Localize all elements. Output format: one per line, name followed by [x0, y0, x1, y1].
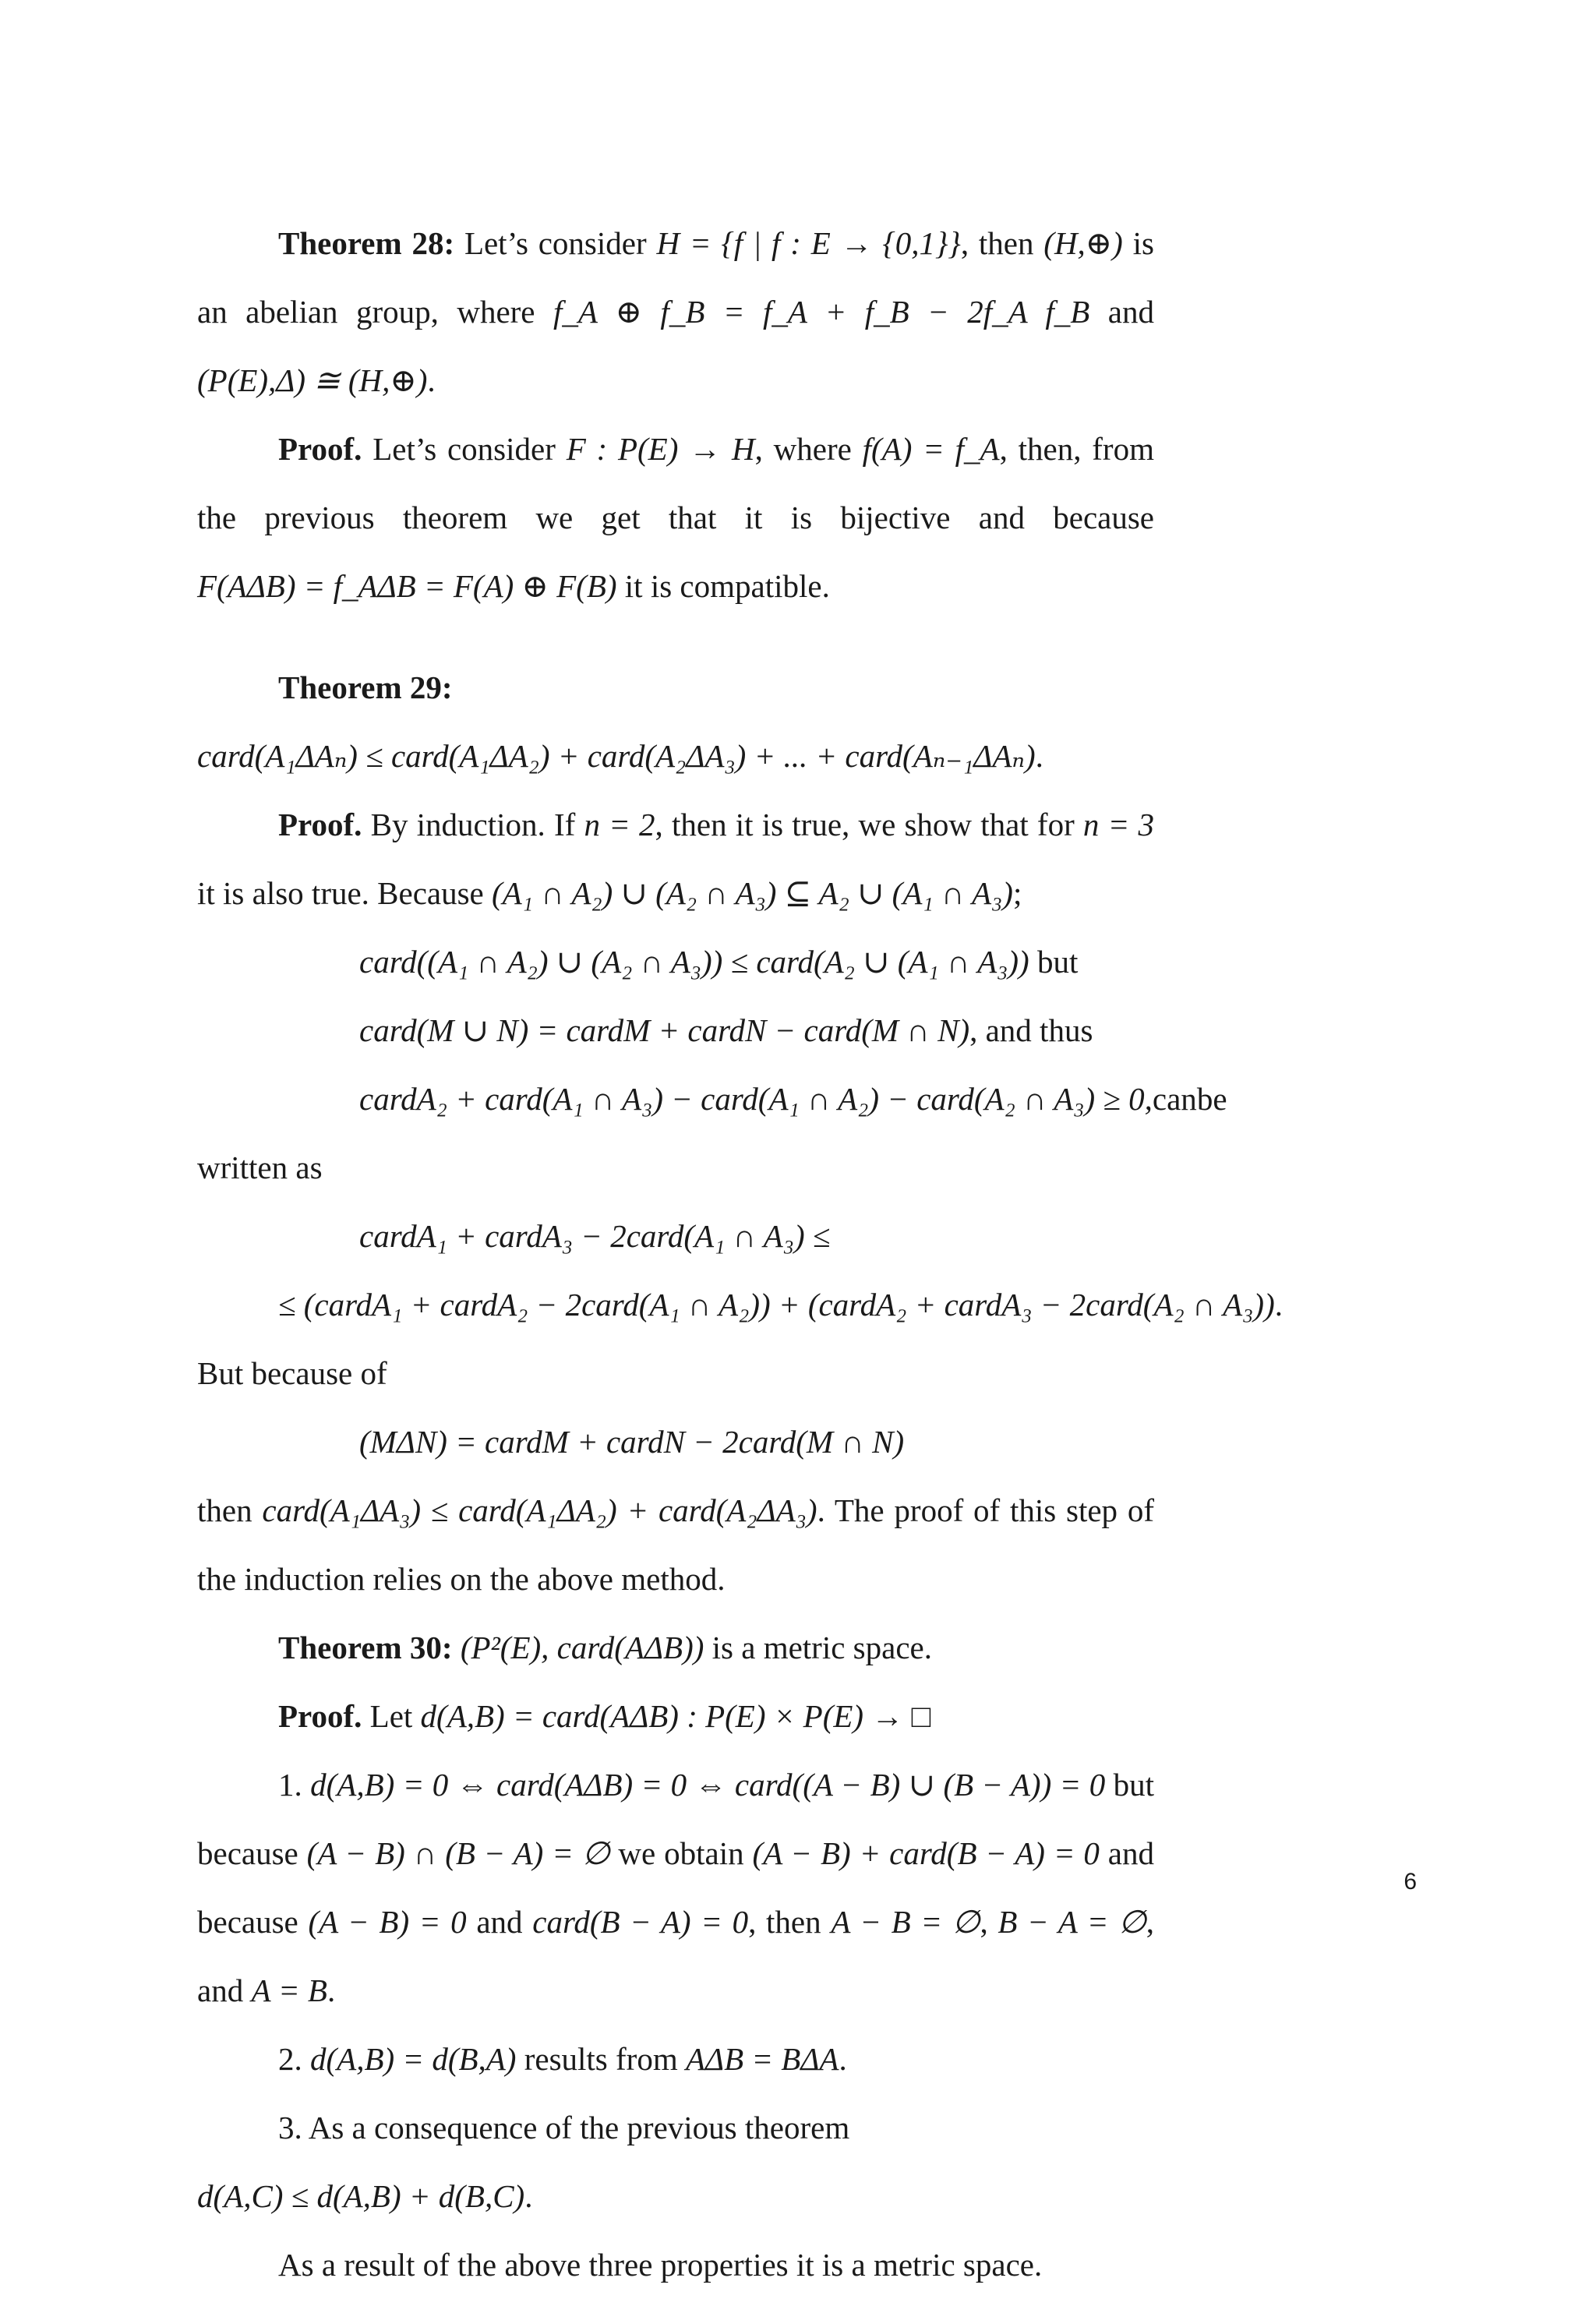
- equation-line: [197, 927, 1154, 996]
- math: (P(E),Δ) ≅ (H,⊕): [197, 362, 428, 398]
- text: , then: [960, 225, 1044, 261]
- math: A = B: [251, 1972, 327, 2008]
- proof-label: Proof.: [278, 431, 362, 467]
- text: but because: [197, 1767, 1154, 1871]
- theorem-28: [197, 209, 1154, 415]
- text: .: [427, 362, 436, 398]
- text: but: [1029, 944, 1079, 980]
- text: it is compatible.: [616, 568, 830, 604]
- math: d(A,B) = d(B,A): [310, 2041, 517, 2077]
- proof-30-step-3: [197, 2093, 1154, 2230]
- equation-line: [197, 1407, 1154, 1476]
- text: then: [197, 1492, 263, 1528]
- proof-29-intro: [197, 790, 1154, 927]
- text: ;: [1012, 875, 1022, 911]
- theorem-29: [197, 653, 1154, 790]
- math: cardA₂ + card(A₁ ∩ A₃) − card(A₁ ∩ A₂) − card(A₂ ∩ A₃) ≥ 0,: [359, 1081, 1153, 1117]
- text: is a metric space.: [704, 1630, 932, 1665]
- text: , then it is true, we show that for: [655, 807, 1083, 842]
- math: A − B = ∅: [831, 1904, 980, 1940]
- math: (P²(E), card(AΔB)): [460, 1630, 704, 1665]
- text: be: [1196, 1081, 1227, 1117]
- proof-28: [197, 415, 1154, 620]
- text: results from: [516, 2041, 686, 2077]
- text: 1.: [278, 1767, 311, 1803]
- math: (MΔN) = cardM + cardN − 2card(M ∩ N): [359, 1424, 905, 1460]
- math: card(B − A) = 0: [532, 1904, 749, 1940]
- math: card(A₁ΔAₙ) ≤ card(A₁ΔA₂) + card(A₂ΔA₃) + ... + card(Aₙ₋₁ΔAₙ): [197, 738, 1036, 774]
- text: .: [1274, 1287, 1283, 1323]
- text: , where: [754, 431, 863, 467]
- math: cardA₁ + cardA₃ − 2card(A₁ ∩ A₃) ≤: [359, 1218, 831, 1254]
- theorem-30: [197, 1613, 1154, 1682]
- proof-30-intro: [197, 1682, 1154, 1750]
- text: , and: [197, 1904, 1155, 2008]
- math: d(A,B) = 0 ⇔ card(AΔB) = 0 ⇔ card((A − B) ∪ (B − A)) = 0: [310, 1767, 1106, 1803]
- math: d(A,C) ≤ d(A,B) + d(B,C): [197, 2178, 525, 2214]
- equation-line: [197, 996, 1154, 1065]
- math: f_A ⊕ f_B = f_A + f_B − 2f_A f_B: [553, 294, 1090, 330]
- math: F(AΔB) = f_AΔB = F(A) ⊕ F(B): [197, 568, 617, 604]
- equation-line: [197, 1270, 1283, 1339]
- text: 3. As a consequence of the previous theorem: [278, 2110, 850, 2145]
- text: Let’s consider: [454, 225, 657, 261]
- text: and because: [197, 1835, 1155, 1940]
- text: , then: [748, 1904, 832, 1940]
- text: and: [1089, 294, 1154, 330]
- text: .: [1035, 738, 1043, 774]
- text: . The proof of this step of the induction relies on the above method.: [197, 1492, 1154, 1597]
- math: d(A,B) = card(AΔB) : P(E) × P(E) →: [420, 1698, 912, 1734]
- equation-line: [197, 1065, 1227, 1133]
- text: By induction. If: [362, 807, 584, 842]
- page-body: [197, 209, 1283, 2299]
- text: 2.: [278, 2041, 310, 2077]
- text: and: [466, 1904, 533, 1940]
- math: card((A₁ ∩ A₂) ∪ (A₂ ∩ A₃)) ≤ card(A₂ ∪ (A₁ ∩ A₃)): [359, 944, 1029, 980]
- text: Let’s consider: [362, 431, 567, 467]
- text: ,: [980, 1904, 998, 1940]
- text: we obtain: [609, 1835, 753, 1871]
- text: .: [839, 2041, 847, 2077]
- equation-line: [197, 1202, 1154, 1270]
- text: Let: [362, 1698, 421, 1734]
- math: (H,⊕): [1043, 225, 1123, 261]
- text-line: But because of: [197, 1355, 387, 1391]
- math: ≤ (cardA₁ + cardA₂ − 2card(A₁ ∩ A₂)) + (cardA₂ + cardA₃ − 2card(A₂ ∩ A₃)): [278, 1287, 1275, 1323]
- math: f(A) = f_A: [862, 431, 1000, 467]
- math: B − A = ∅: [998, 1904, 1146, 1940]
- math: AΔB = BΔA: [685, 2041, 839, 2077]
- math: (A₁ ∩ A₂) ∪ (A₂ ∩ A₃) ⊆ A₂ ∪ (A₁ ∩ A₃): [492, 875, 1013, 911]
- text: , then, from the previous theorem we get that it is bijective and because: [197, 431, 1154, 535]
- math: card(M ∪ N) = cardM + cardN − card(M ∩ N): [359, 1012, 970, 1048]
- math: (A − B) = 0: [308, 1904, 467, 1940]
- proof-30-step-1: [197, 1750, 1154, 2025]
- text-line: written as: [197, 1150, 323, 1185]
- text: , and thus: [969, 1012, 1093, 1048]
- text: it is also true. Because: [197, 875, 493, 911]
- proof-30-step-2: [197, 2025, 1154, 2093]
- text: .: [524, 2178, 533, 2214]
- proof-label: Proof.: [278, 807, 362, 842]
- math: (A − B) + card(B − A) = 0: [752, 1835, 1100, 1871]
- math: card(A₁ΔA₃) ≤ card(A₁ΔA₂) + card(A₂ΔA₃): [262, 1492, 817, 1528]
- proof-label: Proof.: [278, 1698, 362, 1734]
- text: .: [327, 1972, 336, 2008]
- math: n = 2: [584, 807, 655, 842]
- theorem-label: Theorem 29:: [278, 669, 453, 705]
- math: F : P(E) → H: [566, 431, 755, 467]
- proof-29-conclusion: [197, 1476, 1154, 1613]
- theorem-label: Theorem 30:: [278, 1630, 453, 1665]
- theorem-label: Theorem 28:: [278, 225, 455, 261]
- text: is an abelian group, where: [197, 225, 1154, 330]
- math: H = {f | f : E → {0,1}}: [656, 225, 961, 261]
- page-number: 6: [1404, 1869, 1417, 1895]
- proof-30-conclusion: As a result of the above three properties it is a metric space.: [278, 2247, 1043, 2283]
- math: (A − B) ∩ (B − A) = ∅: [306, 1835, 610, 1871]
- text: can: [1152, 1081, 1197, 1117]
- missing-glyph: □: [911, 1698, 931, 1734]
- math: n = 3: [1082, 807, 1154, 842]
